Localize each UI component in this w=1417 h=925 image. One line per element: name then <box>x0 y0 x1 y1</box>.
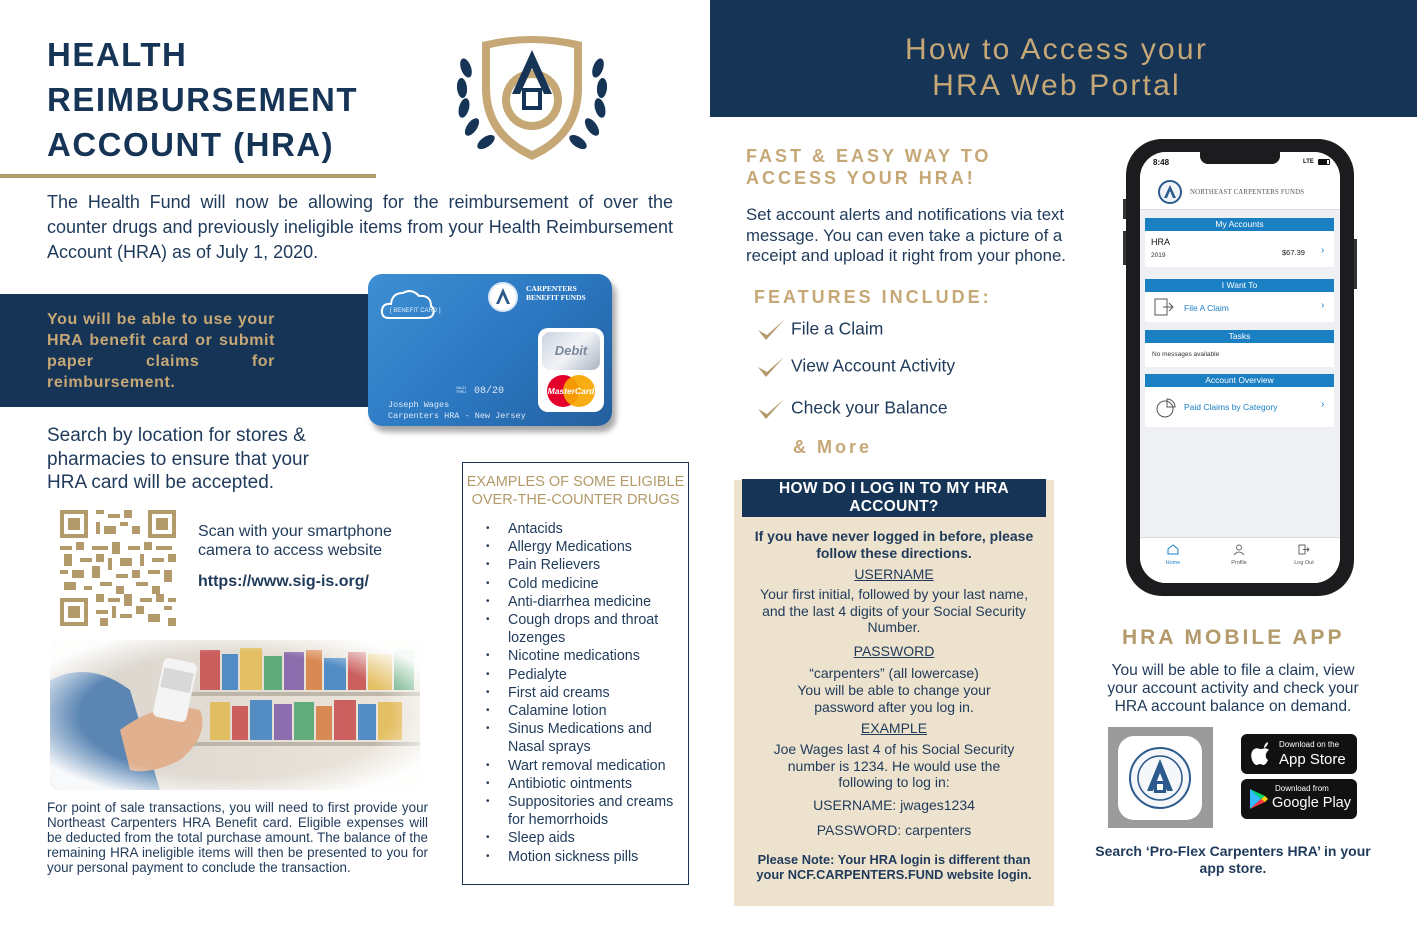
password-label: PASSWORD <box>853 643 935 659</box>
example-label: EXAMPLE <box>860 720 928 736</box>
list-item: • Pedialyte <box>486 666 686 684</box>
no-messages-label: No messages available <box>1152 351 1220 358</box>
app-store-search-text: Search ‘Pro-Flex Carpenters HRA’ in your app store. <box>1095 843 1371 876</box>
tasks-row <box>1145 343 1334 367</box>
phone-side-button <box>1123 231 1126 265</box>
file-claim-label: File A Claim <box>1184 303 1229 313</box>
status-time: 8:48 <box>1153 158 1170 167</box>
store-search-text: Search by location for stores & pharmacies to ensure that your HRA card will be accepted. <box>47 425 309 493</box>
my-accounts-header: My Accounts <box>1145 218 1334 231</box>
list-item: • Allergy Medications <box>486 538 686 556</box>
password-text: “carpenters” (all lowercase) <box>809 665 979 681</box>
file-claim-icon <box>1153 298 1175 316</box>
app-header <box>1140 174 1340 210</box>
home-icon <box>1158 542 1188 560</box>
otc-title: EXAMPLES OF SOME ELIGIBLE OVER-THE-COUNTER DRUGS <box>466 474 685 508</box>
login-note: Please Note: Your HRA login is different than your NCF.CARPENTERS.FUND website login. <box>756 852 1032 882</box>
bottom-tab-bar <box>1140 537 1340 583</box>
google-play-icon <box>1249 788 1269 810</box>
phone-screen <box>1140 152 1340 583</box>
username-label: USERNAME <box>854 566 934 582</box>
list-item: • Motion sickness pills <box>486 848 686 866</box>
tasks-header: Tasks <box>1145 330 1334 343</box>
hra-benefit-card <box>368 274 612 426</box>
app-store-small-label: Download on the <box>1279 740 1340 749</box>
i-want-to-header: I Want To <box>1145 279 1334 292</box>
checkmark-icon <box>756 397 786 421</box>
example-text: Joe Wages last 4 of his Social Security number is 1234. He would use the following to log in: <box>773 741 1015 791</box>
feature-label: Check your Balance <box>791 397 948 418</box>
google-play-small-label: Download from <box>1275 784 1329 793</box>
banner-line-2: HRA Web Portal <box>932 69 1181 102</box>
point-of-sale-note: For point of sale transactions, you will need to first provide your Northeast Carpenters HRA Benefit card. Eligible expenses will be deducted from the total purchase amount. The balance of the remaining HRA ineligible items will then be presented to you for your personal payment to conclude the transaction. <box>47 800 428 875</box>
debit-hologram: Debit <box>542 332 600 370</box>
file-claim-row[interactable] <box>1145 292 1334 322</box>
list-item: • First aid creams <box>486 684 686 702</box>
and-more-label: & More <box>793 437 873 457</box>
features-heading: FEATURES INCLUDE: <box>754 287 992 307</box>
tab-profile[interactable] <box>1224 542 1254 566</box>
list-item: • Sinus Medications and Nasal sprays <box>486 720 686 756</box>
pharmacy-shelf-photo <box>50 640 420 790</box>
fast-access-heading: FAST & EASY WAY TO ACCESS YOUR HRA! <box>746 146 992 188</box>
username-text: Your first initial, followed by your last name, and the last 4 digits of your Social Security Number. <box>760 586 1028 636</box>
feature-file-claim <box>756 318 883 342</box>
chevron-right-icon: › <box>1321 245 1325 256</box>
qr-code[interactable] <box>60 510 176 626</box>
banner-line-1: How to Access your <box>904 33 1209 66</box>
mobile-app-heading: HRA MOBILE APP <box>1122 626 1345 649</box>
list-item: • Antibiotic ointments <box>486 775 686 793</box>
hra-year: 2019 <box>1151 252 1166 259</box>
battery-icon <box>1318 159 1330 165</box>
card-fund-name: CARPENTERS BENEFIT FUNDS <box>526 284 586 302</box>
app-store-button[interactable] <box>1241 734 1357 774</box>
cloud-icon <box>379 285 437 321</box>
list-item: • Anti-diarrhea medicine <box>486 593 686 611</box>
list-item: • Cough drops and throat lozenges <box>486 611 686 647</box>
tab-home-label: Home <box>1165 560 1181 566</box>
otc-list <box>486 520 686 866</box>
paid-claims-label: Paid Claims by Category <box>1184 402 1278 412</box>
app-logo-icon <box>1127 745 1193 811</box>
tab-home[interactable] <box>1158 542 1188 566</box>
app-icon-image[interactable] <box>1108 727 1213 828</box>
apple-icon <box>1250 742 1270 766</box>
example-password: PASSWORD: carpenters <box>816 822 972 838</box>
login-intro: If you have never logged in before, please follow these directions. <box>754 528 1034 561</box>
valid-thru-label: VALID THRU <box>456 386 466 394</box>
paid-claims-row[interactable] <box>1145 387 1334 427</box>
title-divider <box>0 174 376 178</box>
debit-mastercard-badge <box>538 328 604 412</box>
app-org-name: NORTHEAST CARPENTERS FUNDS <box>1190 189 1305 196</box>
profile-icon <box>1224 542 1254 560</box>
benefit-card-label: [ BENEFIT CARD ] <box>390 308 441 314</box>
google-play-button[interactable] <box>1241 779 1357 819</box>
chevron-right-icon: › <box>1321 399 1325 410</box>
list-item: • Wart removal medication <box>486 757 686 775</box>
card-program: Carpenters HRA - New Jersey <box>388 411 526 421</box>
app-icon-tile <box>1118 736 1202 820</box>
page-title: HEALTH REIMBURSEMENT ACCOUNT (HRA) <box>47 36 359 163</box>
google-play-label: Google Play <box>1272 795 1351 811</box>
mastercard-label: MasterCard <box>547 386 595 396</box>
feature-label: File a Claim <box>791 318 884 339</box>
feature-check-balance <box>756 397 948 421</box>
feature-view-activity <box>756 355 955 379</box>
fast-access-text: Set account alerts and notifications via text message. You can even take a picture of a receipt and upload it right from your phone. <box>746 205 1066 265</box>
logout-icon <box>1289 542 1319 560</box>
card-expiry: 08/20 <box>474 386 505 397</box>
app-store-label: App Store <box>1279 751 1346 768</box>
list-item: • Sleep aids <box>486 829 686 847</box>
phone-notch <box>1200 152 1280 164</box>
checkmark-icon <box>756 355 786 379</box>
password-change-text: You will be able to change your password after you log in. <box>797 682 991 715</box>
list-item: • Calamine lotion <box>486 702 686 720</box>
login-heading: HOW DO I LOG IN TO MY HRA ACCOUNT? <box>742 479 1046 517</box>
scan-instructions: Scan with your smartphone camera to access website <box>198 523 392 559</box>
tab-profile-label: Profile <box>1231 560 1247 566</box>
list-item: • Suppositories and creams for hemorrhoids <box>486 793 686 829</box>
example-username: USERNAME: jwages1234 <box>813 797 975 813</box>
status-bar <box>1140 152 1340 174</box>
feature-label: View Account Activity <box>791 355 956 376</box>
list-item: • Pain Relievers <box>486 556 686 574</box>
list-item: • Nicotine medications <box>486 647 686 665</box>
website-link[interactable]: https://www.sig-is.org/ <box>198 573 369 590</box>
hra-balance: $67.39 <box>1282 248 1305 257</box>
list-item: • Cold medicine <box>486 575 686 593</box>
phone-side-button <box>1354 239 1357 289</box>
band-text: You will be able to use your HRA benefit card or submit paper claims for reimbursement. <box>47 311 275 391</box>
tab-logout-label: Log Out <box>1294 560 1314 566</box>
list-item: • Antacids <box>486 520 686 538</box>
mobile-app-text: You will be able to file a claim, view your account activity and check your HRA account balance on demand. <box>1107 662 1359 715</box>
pie-chart-icon <box>1155 397 1177 419</box>
phone-side-button <box>1123 199 1126 219</box>
checkmark-icon <box>756 318 786 342</box>
tab-logout[interactable] <box>1289 542 1319 566</box>
card-logo-icon <box>488 282 518 312</box>
hra-account-row[interactable] <box>1145 231 1334 267</box>
card-holder: Joseph Wages <box>388 400 450 410</box>
chevron-right-icon: › <box>1321 300 1325 311</box>
app-header-logo-icon <box>1158 180 1182 204</box>
account-overview-header: Account Overview <box>1145 374 1334 387</box>
hra-label: HRA <box>1151 237 1171 247</box>
status-network: LTE <box>1303 159 1314 165</box>
intro-paragraph: The Health Fund will now be allowing for the reimbursement of over the counter drugs and previously ineligible items from your Health Reimbursement Account (HRA) as of July 1, 2020. <box>47 192 673 262</box>
union-crest-logo <box>452 28 612 168</box>
portal-banner-title <box>710 32 1403 104</box>
